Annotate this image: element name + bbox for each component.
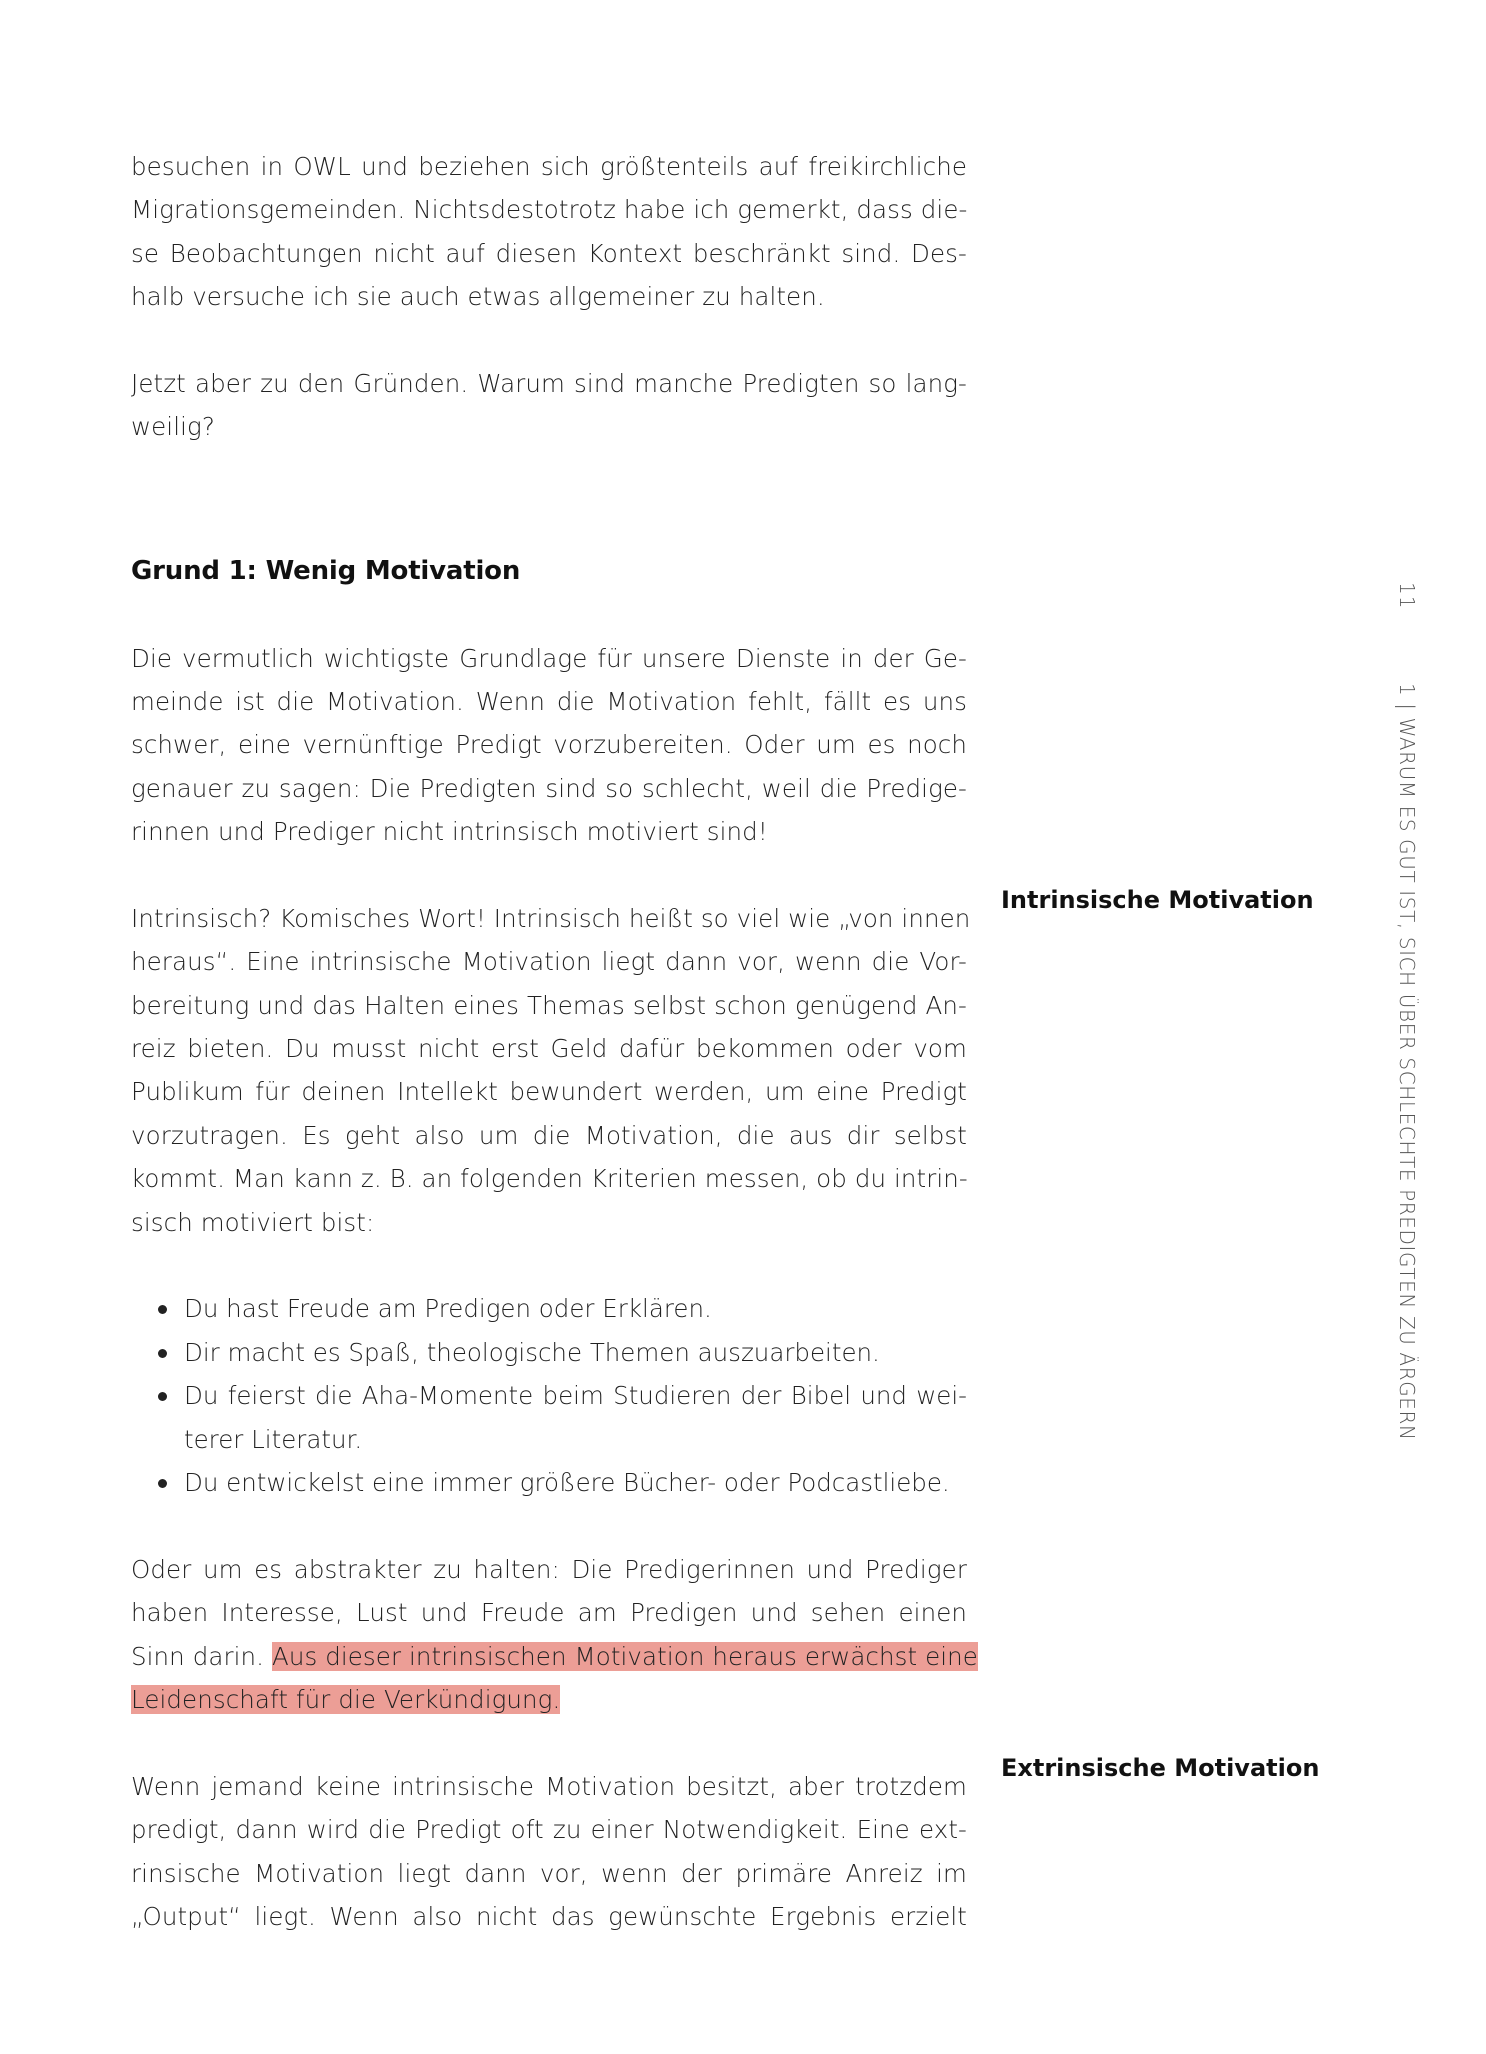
list-item: Du hast Freude am Predigen oder Erklären. — [131, 1287, 967, 1330]
running-header — [1395, 582, 1425, 1482]
highlighted-text: Leidenschaft für die Verkündigung. — [131, 1684, 561, 1714]
bullet-icon — [158, 1349, 167, 1358]
section-heading: Grund 1: Wenig Motivation — [131, 555, 521, 586]
text-line: Migrationsgemeinden. Nichtsdestotrotz habe ich gemerkt, dass die- — [131, 195, 968, 225]
text-line: Wenn jemand keine intrinsische Motivation besitzt, aber trotzdem — [131, 1771, 967, 1801]
margin-note-intrinsic: Intrinsische Motivation — [1001, 886, 1314, 914]
text-line: Oder um es abstrakter zu halten: Die Predigerinnen und Prediger — [131, 1554, 967, 1584]
text-line: kommt. Man kann z. B. an folgenden Kriterien messen, ob du intrin- — [131, 1164, 968, 1194]
highlighted-text: Aus dieser intrinsischen Motivation heraus erwächst eine — [271, 1641, 978, 1671]
text-line: haben Interesse, Lust und Freude am Predigen und sehen einen — [131, 1598, 967, 1628]
text-line: heraus“. Eine intrinsische Motivation liegt dann vor, wenn die Vor- — [131, 947, 967, 977]
paragraph-context — [131, 145, 967, 319]
paragraph-motivation — [131, 637, 967, 854]
text-line: vorzutragen. Es geht also um die Motivation, die aus dir selbst — [131, 1120, 967, 1150]
text-line: meinde ist die Motivation. Wenn die Motivation fehlt, fällt es uns — [131, 686, 967, 716]
list-item: Du feierst die Aha-Momente beim Studieren der Bibel und wei- terer Literatur. — [131, 1374, 967, 1461]
text-line: Jetzt aber zu den Gründen. Warum sind manche Predigten so lang- — [131, 368, 967, 398]
text-line: Sinn darin. Aus dieser intrinsischen Motivation heraus erwächst eine — [131, 1641, 978, 1671]
margin-note-extrinsic: Extrinsische Motivation — [1001, 1754, 1320, 1782]
text-line: „Output“ liegt. Wenn also nicht das gewünschte Ergebnis erzielt — [131, 1901, 967, 1931]
text-line: rinnen und Prediger nicht intrinsisch motiviert sind! — [131, 817, 768, 847]
bullet-icon — [158, 1305, 167, 1314]
text-line: reiz bieten. Du musst nicht erst Geld dafür bekommen oder vom — [131, 1034, 967, 1064]
text-line — [131, 1678, 967, 1721]
paragraph-abstract — [131, 1548, 978, 1722]
text-line: Publikum für deinen Intellekt bewundert werden, um eine Predigt — [131, 1077, 967, 1107]
text-line: Die vermutlich wichtigste Grundlage für unsere Dienste in der Ge- — [131, 643, 967, 673]
text-line: halb versuche ich sie auch etwas allgemeiner zu halten. — [131, 282, 825, 312]
text-line: schwer, eine vernünftige Predigt vorzubereiten. Oder um es noch — [131, 730, 967, 760]
bullet-icon — [158, 1392, 167, 1401]
text-line: genauer zu sagen: Die Predigten sind so schlecht, weil die Predige- — [131, 773, 967, 803]
bullet-icon — [158, 1479, 167, 1488]
chapter-title: 1 | WARUM ES GUT IST, SICH ÜBER SCHLECHTE PREDIGTEN ZU ÄRGERN — [1395, 683, 1419, 1441]
paragraph-transition — [131, 362, 967, 449]
text-line: Intrinsisch? Komisches Wort! Intrinsisch heißt so viel wie „von innen — [131, 903, 971, 933]
text-line: sisch motiviert bist: — [131, 1207, 375, 1237]
list-item: Dir macht es Spaß, theologische Themen auszuarbeiten. — [131, 1331, 967, 1374]
text-line: bereitung und das Halten eines Themas selbst schon genügend An- — [131, 990, 967, 1020]
paragraph-intrinsic — [131, 897, 971, 1244]
text-line: besuchen in OWL und beziehen sich größtenteils auf freikirchliche — [131, 152, 967, 181]
text-line: weilig? — [131, 412, 215, 442]
main-text-column — [131, 145, 978, 1938]
page-number: 11 — [1395, 582, 1419, 610]
list-item: Du entwickelst eine immer größere Bücher- oder Podcastliebe. — [131, 1461, 967, 1504]
text-line: rinsische Motivation liegt dann vor, wenn der primäre Anreiz im — [131, 1858, 967, 1888]
text-line: se Beobachtungen nicht auf diesen Kontext beschränkt sind. Des- — [131, 238, 967, 268]
text-line: predigt, dann wird die Predigt oft zu einer Notwendigkeit. Eine ext- — [131, 1815, 967, 1845]
criteria-list — [131, 1287, 967, 1504]
paragraph-extrinsic — [131, 1765, 967, 1939]
